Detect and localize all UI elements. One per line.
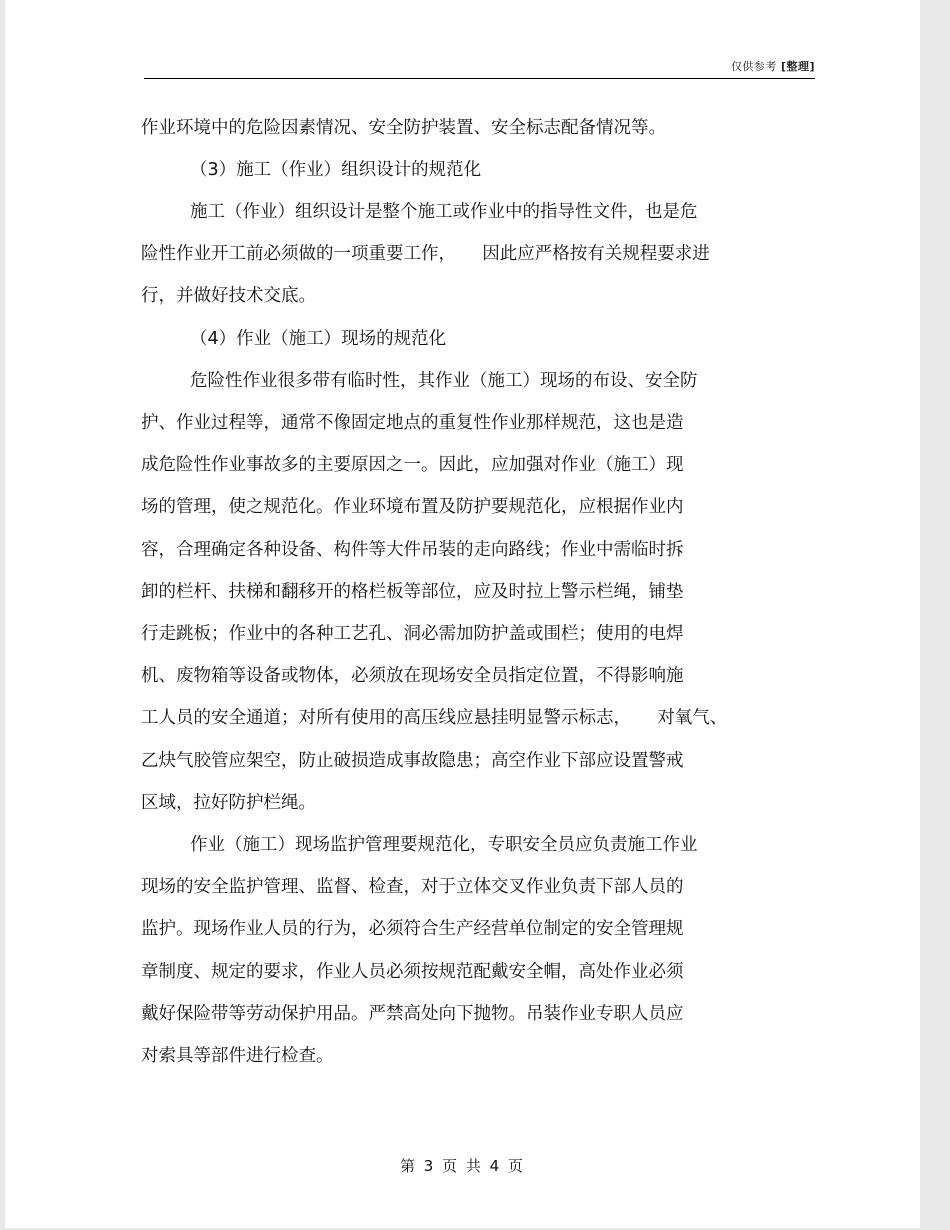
text-line: 成危险性作业事故多的主要原因之一。因此，应加强对作业（施工）现 <box>141 455 684 475</box>
text-line: 容，合理确定各种设备、构件等大件吊装的走向路线；作业中需临时拆 <box>141 540 684 560</box>
page-number: 第 3 页 共 4 页 <box>400 1157 525 1175</box>
text-line: 现场的安全监护管理、监督、检查，对于立体交叉作业负责下部人员的 <box>141 877 684 897</box>
text-line: 护、作业过程等，通常不像固定地点的重复性作业那样规范，这也是造 <box>141 413 684 433</box>
text-line: 施工（作业）组织设计是整个施工或作业中的指导性文件，也是危 <box>190 202 698 222</box>
text-line: 行，并做好技术交底。 <box>141 286 316 306</box>
text-line: 监护。现场作业人员的行为，必须符合生产经营单位制定的安全管理规 <box>141 919 684 939</box>
text-line: 行走跳板；作业中的各种工艺孔、洞必需加防护盖或围栏；使用的电焊 <box>141 624 684 644</box>
text-line: 章制度、规定的要求，作业人员必须按规范配戴安全帽，高处作业必须 <box>141 962 684 982</box>
header-label: 仅供参考 <box>730 60 777 73</box>
text-line: 作业（施工）现场监护管理要规范化，专职安全员应负责施工作业 <box>190 835 698 855</box>
text-line: 机、废物箱等设备或物体，必须放在现场安全员指定位置，不得影响施 <box>141 666 684 686</box>
text-line: 乙炔气胶管应架空，防止破损造成事故隐患；高空作业下部应设置警戒 <box>141 751 684 771</box>
text-line: 对索具等部件进行检查。 <box>141 1046 334 1066</box>
text-line: 危险性作业很多带有临时性，其作业（施工）现场的布设、安全防 <box>190 371 698 391</box>
document-page <box>5 0 920 1228</box>
text-line: 场的管理，使之规范化。作业环境布置及防护要规范化，应根据作业内 <box>141 497 684 517</box>
header-note <box>731 58 815 74</box>
text-line: 区域，拉好防护栏绳。 <box>141 793 316 813</box>
text-line: 戴好保险带等劳动保护用品。严禁高处向下抛物。吊装作业专职人员应 <box>141 1004 684 1024</box>
text-line: 卸的栏杆、扶梯和翻移开的格栏板等部位，应及时拉上警示栏绳，铺垫 <box>141 582 684 602</box>
section-heading: （3）施工（作业）组织设计的规范化 <box>190 160 482 180</box>
text-line: 作业环境中的危险因素情况、安全防护装置、安全标志配备情况等。 <box>141 118 666 138</box>
header-tag: [整理] <box>780 60 815 73</box>
text-line: 险性作业开工前必须做的一项重要工作， 因此应严格按有关规程要求进 <box>141 244 710 264</box>
page-header <box>144 58 815 79</box>
section-heading: （4）作业（施工）现场的规范化 <box>190 329 447 349</box>
text-line: 工人员的安全通道；对所有使用的高压线应悬挂明显警示标志， 对氧气、 <box>141 708 728 728</box>
